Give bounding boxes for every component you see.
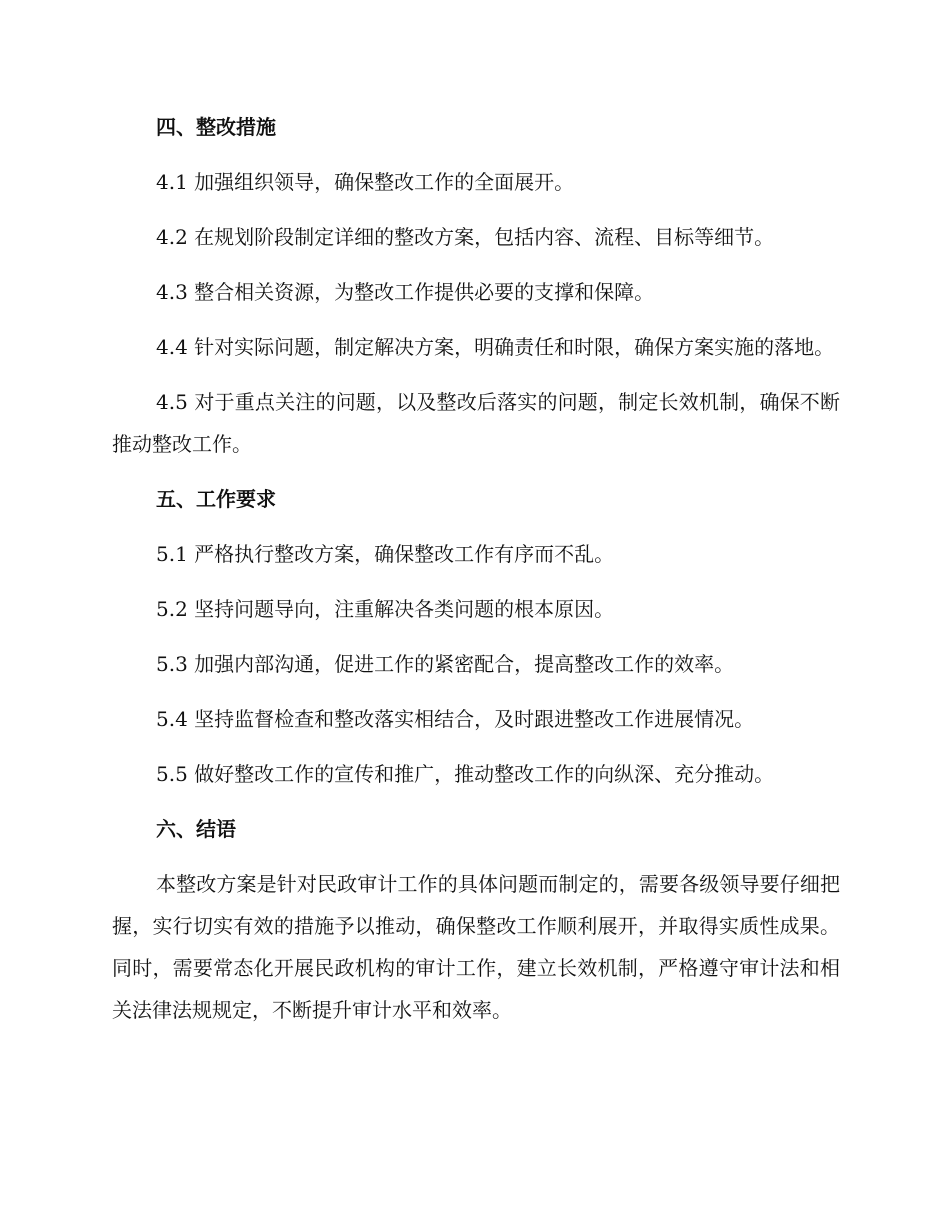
document-page bbox=[112, 106, 840, 1044]
paragraph-5-1: 5.1 严格执行整改方案，确保整改工作有序而不乱。 bbox=[156, 542, 615, 566]
paragraph-4-1: 4.1 加强组织领导，确保整改工作的全面展开。 bbox=[156, 170, 575, 194]
paragraph-5-3: 5.3 加强内部沟通，促进工作的紧密配合，提高整改工作的效率。 bbox=[156, 652, 735, 676]
section-heading-conclusion: 六、结语 bbox=[156, 817, 236, 841]
paragraph-5-5: 5.5 做好整改工作的宣传和推广，推动整改工作的向纵深、充分推动。 bbox=[156, 762, 775, 786]
section-heading-requirements: 五、工作要求 bbox=[156, 487, 276, 511]
paragraph-5-2: 5.2 坚持问题导向，注重解决各类问题的根本原因。 bbox=[156, 597, 615, 621]
section-heading-measures: 四、整改措施 bbox=[156, 115, 276, 139]
paragraph-4-2: 4.2 在规划阶段制定详细的整改方案，包括内容、流程、目标等细节。 bbox=[156, 225, 775, 249]
paragraph-4-4: 4.4 针对实际问题，制定解决方案，明确责任和时限，确保方案实施的落地。 bbox=[156, 335, 835, 359]
paragraph-5-4: 5.4 坚持监督检查和整改落实相结合，及时跟进整改工作进展情况。 bbox=[156, 707, 755, 731]
paragraph-4-5: 4.5 对于重点关注的问题，以及整改后落实的问题，制定长效机制，确保不断推动整改工作。 bbox=[112, 390, 840, 456]
paragraph-conclusion: 本整改方案是针对民政审计工作的具体问题而制定的，需要各级领导要仔细把握，实行切实有效的措施予以推动，确保整改工作顺利展开，并取得实质性成果。同时，需要常态化开展民政机构的审计工作，建立长效机制，严格遵守审计法和相关法律法规规定，不断提升审计水平和效率。 bbox=[112, 872, 840, 1022]
paragraph-4-3: 4.3 整合相关资源，为整改工作提供必要的支撑和保障。 bbox=[156, 280, 655, 304]
